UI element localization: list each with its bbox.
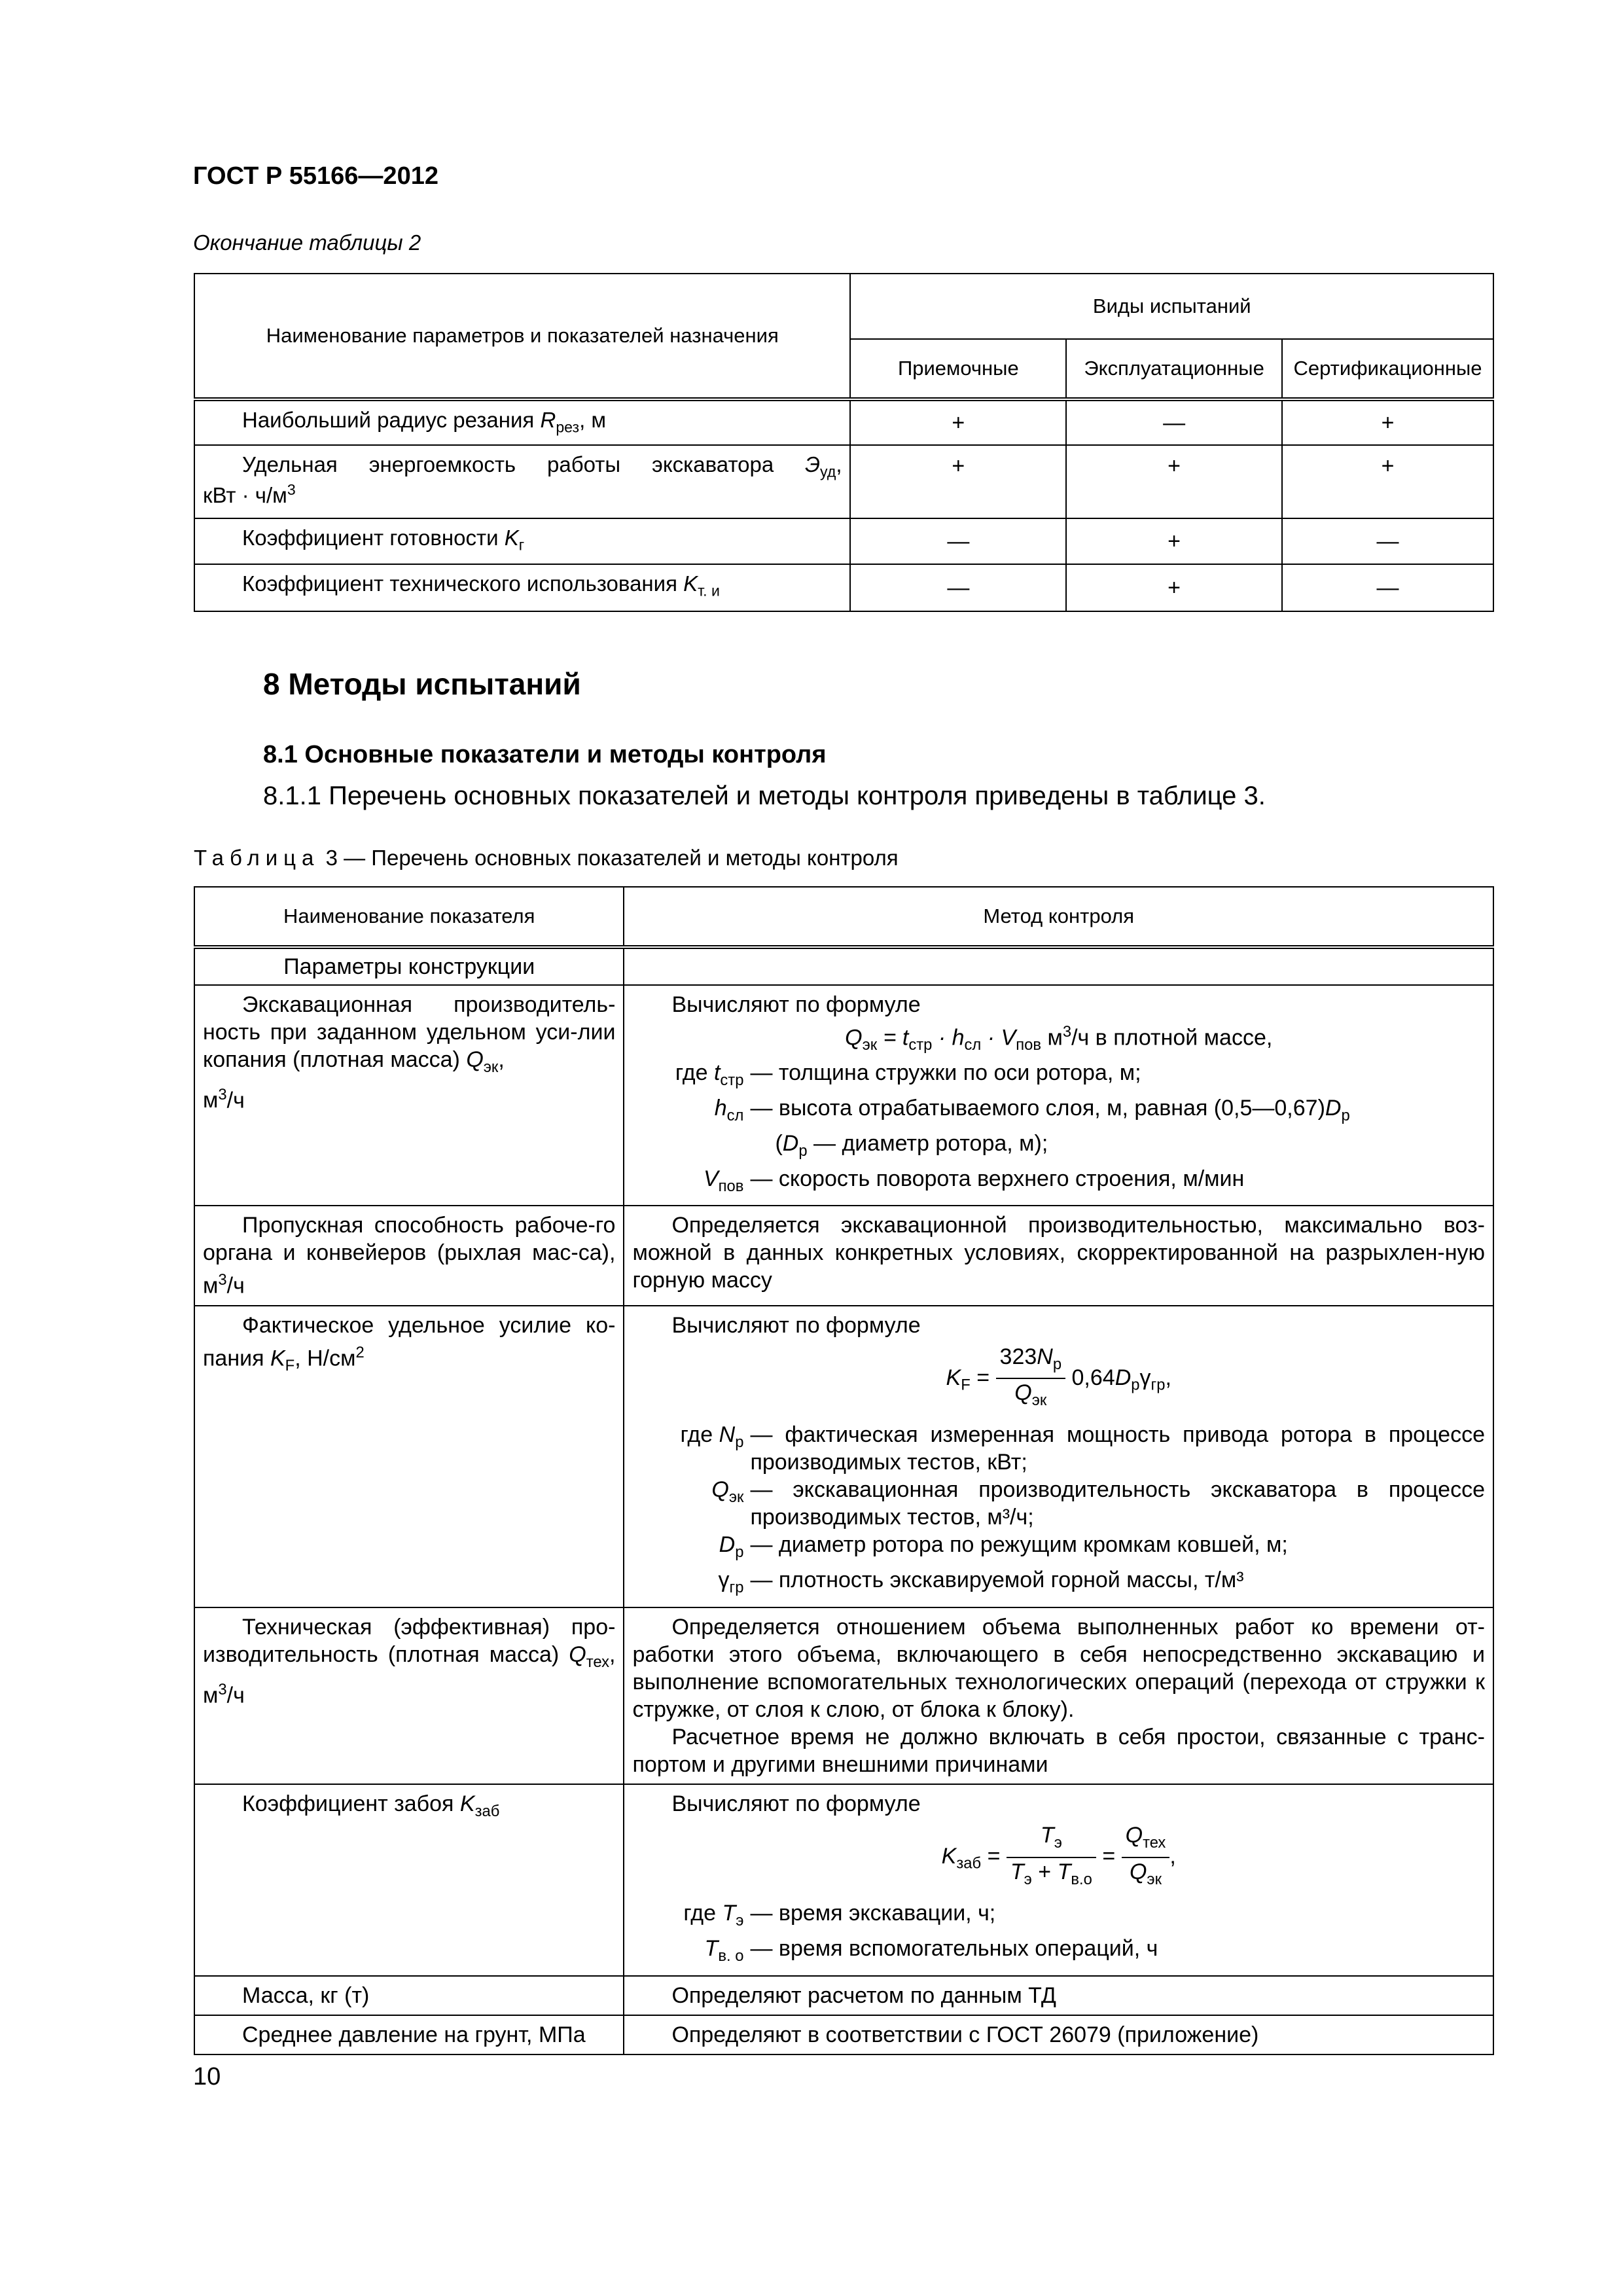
t2-head-col: Сертификационные xyxy=(1282,339,1493,399)
t2-head-parameter: Наименование параметров и показателей назначения xyxy=(194,274,850,399)
method-paragraph: Расчетное время не должно включать в себя простои, связанные с транс-портом и другими внешними причинами xyxy=(632,1724,1485,1777)
t3-row-name: Экскавационная производитель-ность при заданном удельном уси-лии копания (плотная масса) $Q_{эк}$, $м^3/ч$ xyxy=(194,985,624,1206)
t2-mark: + xyxy=(850,399,1066,445)
where-item: где $t_{стр}$ — толщина стружки по оси ротора, м; xyxy=(675,1060,1141,1089)
t3-group-label: Параметры конструкции xyxy=(194,947,624,985)
paragraph: 8.1.1 Перечень основных показателей и методы контроля приведены в таблице 3. xyxy=(263,781,1266,810)
t3-empty-cell xyxy=(624,947,1493,985)
table-3 xyxy=(194,886,1494,2055)
t3-row-name: Среднее давление на грунт, МПа xyxy=(194,2015,624,2054)
formula-intro: Вычисляют по формуле xyxy=(671,992,921,1017)
t2-mark: — xyxy=(1282,518,1493,564)
table-row xyxy=(194,564,1493,611)
t2-row-name: Коэффициент технического использования $K_{т. и}$ xyxy=(194,564,850,611)
t3-head-name: Наименование показателя xyxy=(194,887,624,947)
table-2 xyxy=(194,273,1494,612)
t2-mark: — xyxy=(1066,399,1282,445)
table-row xyxy=(194,518,1493,564)
t2-mark: + xyxy=(1066,564,1282,611)
table-continuation-label: Окончание таблицы 2 xyxy=(193,230,421,255)
t2-head-col: Приемочные xyxy=(850,339,1066,399)
table-row xyxy=(194,2015,1493,2054)
t3-row-method: Определяют в соответствии с ГОСТ 26079 (приложение) xyxy=(624,2015,1493,2054)
t2-mark: — xyxy=(850,518,1066,564)
where-item: $h_{сл}$ — высота отрабатываемого слоя, м, равная $(0,5—0,67)D_р$ ($D_р$ — диаметр ротора, м); xyxy=(714,1095,1350,1160)
t3-row-method xyxy=(624,985,1493,1206)
t3-row-method: Определяют расчетом по данным ТД xyxy=(624,1976,1493,2015)
where-item: $V_{пов}$ — скорость поворота верхнего строения, м/мин xyxy=(703,1166,1245,1195)
table-row xyxy=(194,1976,1493,2015)
t3-row-name: Фактическое удельное усилие ко-пания $K_F$, $Н/см^2$ xyxy=(194,1306,624,1607)
document-header: ГОСТ Р 55166—2012 xyxy=(193,162,438,190)
where-item: $Q_{эк}$ — экскавационная производительность экскаватора в процессе производимых тестов, м³/ч; xyxy=(711,1477,1485,1530)
page-number: 10 xyxy=(193,2063,221,2090)
subsection-heading: 8.1 Основные показатели и методы контроля xyxy=(263,741,827,768)
t3-row-name: Масса, кг (т) xyxy=(194,1976,624,2015)
formula-intro: Вычисляют по формуле xyxy=(671,1791,921,1816)
t2-row-name: Коэффициент готовности $K_г$ xyxy=(194,518,850,564)
t3-row-method xyxy=(624,1784,1493,1976)
t2-mark: + xyxy=(1066,518,1282,564)
t2-mark: — xyxy=(850,564,1066,611)
t2-row-name: Наибольший радиус резания $R_{рез}$, м xyxy=(194,399,850,445)
where-item: $T_{в. о}$ — время вспомогательных операций, ч xyxy=(704,1936,1158,1965)
where-item: где $N_р$ — фактическая измеренная мощность привода ротора в процессе производимых тестов, кВт; xyxy=(680,1422,1485,1475)
t2-mark: + xyxy=(850,445,1066,518)
table-row xyxy=(194,1607,1493,1784)
t3-row-method xyxy=(624,1306,1493,1607)
formula-intro: Вычисляют по формуле xyxy=(671,1312,921,1338)
t2-head-col: Эксплуатационные xyxy=(1066,339,1282,399)
t3-row-method xyxy=(624,1607,1493,1784)
table-row xyxy=(194,445,1493,518)
t2-mark: — xyxy=(1282,564,1493,611)
where-item: $D_р$ — диаметр ротора по режущим кромкам ковшей, м; xyxy=(719,1532,1288,1562)
method-paragraph: Определяется отношением объема выполненных работ ко времени от-работки этого объема, включающего в себя непосредственно экскавацию и выполнение вспомогательных технологических операций (перехода от стружки к стружке, от слоя к слою, от блока к блоку). xyxy=(632,1614,1485,1722)
t2-mark: + xyxy=(1282,445,1493,518)
where-item: $\gamma_{гр}$ — плотность экскавируемой горной массы, т/м³ xyxy=(718,1568,1244,1596)
table-row xyxy=(194,1306,1493,1607)
t2-head-test-types: Виды испытаний xyxy=(850,274,1493,339)
formula: $Q_{эк} = t_{стр} \cdot h_{сл} \cdot V_{пов}$ $м^3/ч$ в плотной массе, xyxy=(845,1023,1273,1054)
table-row xyxy=(194,1784,1493,1976)
t3-row-name: Коэффициент забоя $K_{заб}$ xyxy=(194,1784,624,1976)
table-row xyxy=(194,399,1493,445)
t2-mark: + xyxy=(1282,399,1493,445)
t3-head-method: Метод контроля xyxy=(624,887,1493,947)
t3-row-name: Пропускная способность рабоче-го органа и конвейеров (рыхлая мас-са), $м^3/ч$ xyxy=(194,1206,624,1305)
table-row xyxy=(194,985,1493,1206)
t3-row-name: Техническая (эффективная) про-изводительность (плотная масса) $Q_{тех}$, $м^3/ч$ xyxy=(194,1607,624,1784)
table-row xyxy=(194,1206,1493,1305)
where-item: где $T_э$ — время экскавации, ч; xyxy=(683,1901,996,1930)
table-row xyxy=(194,947,1493,985)
formula: $K_F$ = $\frac{323N_р}{Q_{эк}}$ $0,64D_р\gamma_{гр}$, xyxy=(946,1344,1171,1410)
table-caption: Таблица 3 — Перечень основных показателей и методы контроля xyxy=(194,846,899,870)
t2-row-name: Удельная энергоемкость работы экскаватора $Э_{уд}$, кВт · $ч/м^3$ xyxy=(194,445,850,518)
t3-row-method: Определяется экскавационной производительностью, максимально воз-можной в данных конкретных условиях, скорректированной на разрыхлен-ную горную массу xyxy=(624,1206,1493,1305)
t2-mark: + xyxy=(1066,445,1282,518)
section-heading: 8 Методы испытаний xyxy=(263,667,581,701)
formula: $K_{заб}$ = $\frac{T_э}{T_э + T_{в.о}}$ = $\frac{Q_{тех}}{Q_{эк}}$ , xyxy=(941,1822,1176,1888)
